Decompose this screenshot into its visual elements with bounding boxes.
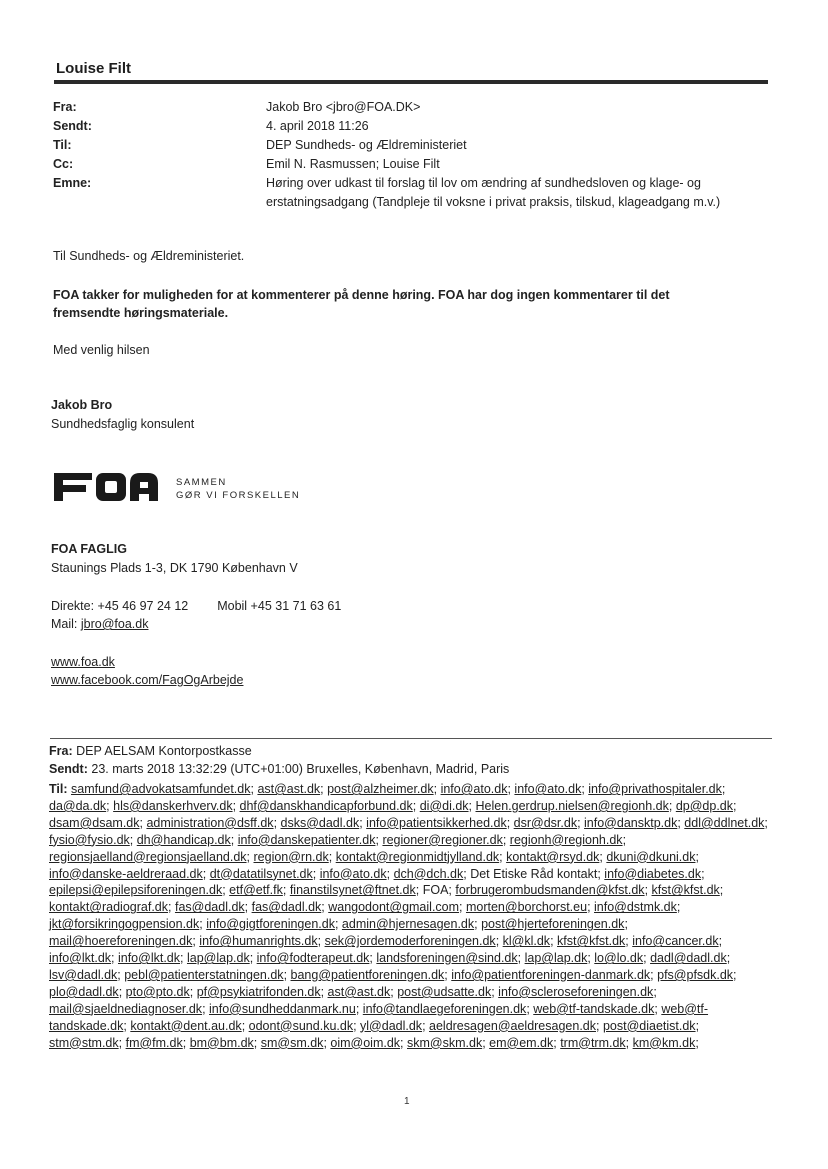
recipient-email[interactable]: dt@datatilsynet.dk [209, 866, 313, 881]
recipient-email: FOA [422, 883, 449, 898]
recipient-email[interactable]: admin@hjernesagen.dk [341, 917, 475, 932]
recipient-email[interactable]: web@tf-tandskade.dk [533, 1001, 655, 1016]
to-label: Til: [53, 138, 72, 152]
recipient-email[interactable]: region@rn.dk [253, 849, 329, 864]
recipient-email[interactable]: fm@fm.dk [125, 1035, 183, 1050]
recipient-email[interactable]: post@alzheimer.dk [327, 782, 434, 796]
forward-sent-label: Sendt: [49, 762, 88, 776]
recipient-email[interactable]: info@danskepatienter.dk [237, 832, 376, 847]
from-value: Jakob Bro <jbro@FOA.DK> [266, 100, 421, 114]
direct-phone: Direkte: +45 46 97 24 12 [51, 599, 189, 613]
to-value: DEP Sundheds- og Ældreministeriet [266, 138, 467, 152]
recipient-email[interactable]: post@diaetist.dk [602, 1018, 696, 1033]
sender-name: Louise Filt [56, 60, 131, 77]
recipient-email[interactable]: lo@lo.dk [594, 951, 644, 966]
recipient-email[interactable]: regioner@regioner.dk [382, 832, 503, 847]
recipient-email[interactable]: skm@skm.dk [407, 1035, 483, 1050]
forward-from-value: DEP AELSAM Kontorpostkasse [76, 744, 252, 758]
recipient-email[interactable]: info@ato.dk [514, 782, 582, 796]
recipient-email[interactable]: sm@sm.dk [260, 1035, 324, 1050]
recipient-email[interactable]: fas@dadl.dk [174, 900, 245, 915]
forward-from-row [49, 743, 252, 760]
recipient-email[interactable]: info@patientsikkerhed.dk [366, 815, 507, 830]
website-link[interactable]: www.foa.dk [51, 655, 115, 669]
facebook-link[interactable]: www.facebook.com/FagOgArbejde [51, 673, 244, 687]
tagline-line-1: SAMMEN [176, 477, 227, 488]
recipient-email[interactable]: dsam@dsam.dk [49, 815, 140, 830]
recipient-email[interactable]: info@humanrights.dk [199, 934, 318, 949]
recipient-email[interactable]: info@privathospitaler.dk [588, 782, 722, 796]
tagline-line-2: GØR VI FORSKELLEN [176, 490, 301, 501]
recipient-email[interactable]: Helen.gerdrup.nielsen@regionh.dk [475, 798, 669, 813]
recipient-email[interactable]: morten@borchorst.eu [465, 900, 588, 915]
recipient-email[interactable]: kfst@kfst.dk [557, 934, 626, 949]
recipient-email[interactable]: pto@pto.dk [125, 984, 190, 999]
recipient-email[interactable]: wangodont@gmail.com [328, 900, 460, 915]
recipient-email: Det Etiske Råd kontakt [470, 866, 598, 881]
recipient-email[interactable]: kontakt@regionmidtjylland.dk [335, 849, 500, 864]
recipient-email[interactable]: landsforeningen@sind.dk [376, 951, 518, 966]
foa-logo [52, 469, 162, 508]
recipient-email[interactable]: epilepsi@epilepsiforeningen.dk [49, 883, 223, 898]
recipient-list: Til: samfund@advokatsamfundet.dk; ast@ast.dk; post@alzheimer.dk; info@ato.dk; info@ato.dk; info@privathospitaler.dk; da@da.dk; hls@danskerhverv.dk; dhf@danskhandicapforbund.dk; di@di.dk; Helen.gerdrup.nielsen@regionh.dk; dp@dp.dk; dsam@dsam.dk; administration@dsff.dk; dsks@dadl.dk; info@patientsikkerhed.dk; dsr@dsr.dk; info@dansktp.dk; ddl@ddlnet.dk; fysio@fysio.dk; dh@handicap.dk; info@danskepatienter.dk; regioner@regioner.dk; regionh@regionh.dk; regionsjaelland@regionsjaelland.dk; region@rn.dk; kontakt@regionmidtjylland.dk; kontakt@rsyd.dk; dkuni@dkuni.dk; info@danske-aeldreraad.dk; dt@datatilsynet.dk; info@ato.dk; dch@dch.dk; Det Etiske Råd kontakt; info@diabetes.dk; epilepsi@epilepsiforeningen.dk; etf@etf.fk; finanstilsynet@ftnet.dk; FOA; forbrugerombudsmanden@kfst.dk; kfst@kfst.dk; kontakt@radiograf.dk; fas@dadl.dk; fas@dadl.dk; wangodont@gmail.com; morten@borchorst.eu; info@dstmk.dk; jkt@forsikringogpension.dk; info@gigtforeningen.dk; admin@hjernesagen.dk; post@hjerteforeningen.dk; mail@hoereforeningen.dk; info@humanrights.dk; sek@jordemoderforeningen.dk; kl@kl.dk; kfst@kfst.dk; info@cancer.dk; info@lkt.dk; info@lkt.dk; lap@lap.dk; info@fodterapeut.dk; landsforeningen@sind.dk; lap@lap.dk; lo@lo.dk; dadl@dadl.dk; lsv@dadl.dk; pebl@patienterstatningen.dk; bang@patientforeningen.dk; info@patientforeningen-danmark.dk; pfs@pfsdk.dk; plo@dadl.dk; pto@pto.dk; pf@psykiatrifonden.dk; ast@ast.dk; post@udsatte.dk; info@scleroseforeningen.dk; mail@sjaeldnediagnoser.dk; info@sundheddanmark.nu; info@tandlaegeforeningen.dk; web@tf-tandskade.dk; web@tf-tandskade.dk; kontakt@dent.au.dk; odont@sund.ku.dk; yl@dadl.dk; aeldresagen@aeldresagen.dk; post@diaetist.dk; stm@stm.dk; fm@fm.dk; bm@bm.dk; sm@sm.dk; oim@oim.dk; skm@skm.dk; em@em.dk; trm@trm.dk; km@km.dk; [49, 782, 768, 1050]
recipient-email[interactable]: dp@dp.dk [675, 798, 733, 813]
recipient-email[interactable]: info@dstmk.dk [594, 900, 677, 915]
recipient-email[interactable]: dh@handicap.dk [136, 832, 231, 847]
message-line-2: fremsendte høringsmateriale. [53, 306, 229, 320]
page-number: 1 [404, 1096, 410, 1107]
recipient-email[interactable]: trm@trm.dk [560, 1035, 626, 1050]
recipient-email[interactable]: bang@patientforeningen.dk [290, 967, 445, 982]
recipient-email[interactable]: sek@jordemoderforeningen.dk [324, 934, 496, 949]
mail-row [51, 615, 148, 633]
recipient-email[interactable]: pf@psykiatrifonden.dk [196, 984, 321, 999]
recipient-email[interactable]: mail@hoereforeningen.dk [49, 934, 193, 949]
recipient-email[interactable]: info@ato.dk [319, 866, 387, 881]
recipient-email[interactable]: di@di.dk [419, 798, 469, 813]
recipient-email[interactable]: administration@dsff.dk [146, 815, 274, 830]
message-paragraph [53, 286, 733, 322]
recipient-email[interactable]: kfst@kfst.dk [651, 883, 720, 898]
recipient-email[interactable]: dkuni@dkuni.dk [606, 849, 696, 864]
recipient-email[interactable]: info@lkt.dk [49, 951, 112, 966]
recipient-email[interactable]: pfs@pfsdk.dk [657, 967, 734, 982]
recipient-email[interactable]: regionh@regionh.dk [509, 832, 623, 847]
from-label: Fra: [53, 100, 77, 114]
recipient-email[interactable]: fas@dadl.dk [251, 900, 322, 915]
recipient-email[interactable]: dadl@dadl.dk [650, 951, 727, 966]
recipient-email[interactable]: yl@dadl.dk [360, 1018, 423, 1033]
forward-from-label: Fra: [49, 744, 73, 758]
signature-title: Sundhedsfaglig konsulent [51, 417, 195, 431]
web-link-row [51, 653, 115, 671]
recipient-email[interactable]: ast@ast.dk [327, 984, 391, 999]
forward-sent-value: 23. marts 2018 13:32:29 (UTC+01:00) Bruxelles, København, Madrid, Paris [91, 762, 510, 776]
recipient-email[interactable]: info@diabetes.dk [604, 866, 702, 881]
recipient-email[interactable]: kl@kl.dk [502, 934, 551, 949]
recipient-email[interactable]: fysio@fysio.dk [49, 832, 130, 847]
recipient-email[interactable]: info@dansktp.dk [584, 815, 678, 830]
recipient-email[interactable]: lap@lap.dk [186, 951, 250, 966]
recipient-email[interactable]: etf@etf.fk [229, 883, 283, 898]
recipient-email[interactable]: jkt@forsikringogpension.dk [49, 917, 200, 932]
recipient-email[interactable]: samfund@advokatsamfundet.dk [71, 782, 251, 796]
recipient-email[interactable]: em@em.dk [489, 1035, 554, 1050]
recipient-email[interactable]: kontakt@radiograf.dk [49, 900, 169, 915]
mobile-phone: Mobil +45 31 71 63 61 [217, 599, 342, 613]
recipient-email[interactable]: kontakt@dent.au.dk [130, 1018, 242, 1033]
facebook-link-row [51, 671, 243, 689]
forward-sent-row [49, 761, 509, 778]
logo-tagline [176, 476, 300, 502]
recipient-email[interactable]: regionsjaelland@regionsjaelland.dk [49, 849, 247, 864]
recipient-email[interactable]: info@tandlaegeforeningen.dk [362, 1001, 527, 1016]
recipient-email[interactable]: info@sundheddanmark.nu [209, 1001, 356, 1016]
recipient-email[interactable]: post@hjerteforeningen.dk [481, 917, 625, 932]
recipient-email[interactable]: post@udsatte.dk [397, 984, 492, 999]
recipient-email[interactable]: bm@bm.dk [189, 1035, 254, 1050]
sent-value: 4. april 2018 11:26 [266, 119, 369, 133]
recipient-email[interactable]: dsr@dsr.dk [513, 815, 578, 830]
header-rule [54, 80, 768, 84]
recipient-email[interactable]: odont@sund.ku.dk [248, 1018, 354, 1033]
recipient-email[interactable]: dsks@dadl.dk [280, 815, 360, 830]
subject-line-1: Høring over udkast til forslag til lov om ændring af sundhedsloven og klage- og [266, 176, 701, 190]
phone-row [51, 597, 341, 615]
recipient-email[interactable]: info@cancer.dk [632, 934, 719, 949]
recipient-email[interactable]: hls@danskerhverv.dk [113, 798, 233, 813]
mail-link[interactable]: jbro@foa.dk [80, 617, 149, 631]
recipient-email[interactable]: km@km.dk [632, 1035, 696, 1050]
subject-line-2: erstatningsadgang (Tandpleje til voksne i privat praksis, tilskud, klageadgang m.v.) [266, 195, 721, 209]
recipient-email[interactable]: info@gigtforeningen.dk [206, 917, 335, 932]
recipient-email[interactable]: stm@stm.dk [49, 1035, 119, 1050]
recipient-email[interactable]: forbrugerombudsmanden@kfst.dk [455, 883, 645, 898]
recipient-email[interactable]: dhf@danskhandicapforbund.dk [239, 798, 413, 813]
recipient-email[interactable]: info@scleroseforeningen.dk [498, 984, 654, 999]
recipient-email[interactable]: da@da.dk [49, 798, 107, 813]
cc-value: Emil N. Rasmussen; Louise Filt [266, 157, 440, 171]
subject-label: Emne: [53, 176, 92, 190]
recipient-email[interactable]: aeldresagen@aeldresagen.dk [429, 1018, 596, 1033]
recipient-email[interactable]: pebl@patienterstatningen.dk [124, 967, 284, 982]
org-address: Staunings Plads 1-3, DK 1790 København V [51, 561, 298, 575]
recipient-email[interactable]: finanstilsynet@ftnet.dk [289, 883, 416, 898]
recipient-email[interactable]: lap@lap.dk [524, 951, 588, 966]
org-name: FOA FAGLIG [51, 542, 127, 556]
recipient-email[interactable]: kontakt@rsyd.dk [506, 849, 600, 864]
forward-to-label: Til: [49, 782, 68, 796]
recipient-email[interactable]: mail@sjaeldnediagnoser.dk [49, 1001, 203, 1016]
message-line-1: FOA takker for muligheden for at kommenterer på denne høring. FOA har dog ingen kommentarer til det [53, 288, 670, 302]
sent-label: Sendt: [53, 119, 92, 133]
recipient-email[interactable]: ddl@ddlnet.dk [684, 815, 765, 830]
cc-label: Cc: [53, 157, 74, 171]
greeting: Til Sundheds- og Ældreministeriet. [53, 249, 245, 263]
recipient-email[interactable]: dch@dch.dk [393, 866, 464, 881]
recipient-email[interactable]: info@lkt.dk [117, 951, 181, 966]
closing: Med venlig hilsen [53, 343, 150, 357]
signature-name: Jakob Bro [51, 398, 113, 412]
recipient-email[interactable]: lsv@dadl.dk [49, 967, 118, 982]
recipient-email[interactable]: info@ato.dk [440, 782, 508, 796]
recipient-email[interactable]: web@tf-tandskade.dk [49, 1001, 709, 1033]
mail-label: Mail: [51, 617, 78, 631]
recipient-email[interactable]: oim@oim.dk [330, 1035, 401, 1050]
recipient-email[interactable]: info@danske-aeldreraad.dk [49, 866, 203, 881]
recipient-email[interactable]: info@patientforeningen-danmark.dk [451, 967, 651, 982]
forward-divider [50, 738, 772, 739]
recipient-email[interactable]: ast@ast.dk [257, 782, 321, 796]
recipient-email[interactable]: plo@dadl.dk [49, 984, 119, 999]
recipient-email[interactable]: info@fodterapeut.dk [256, 951, 370, 966]
